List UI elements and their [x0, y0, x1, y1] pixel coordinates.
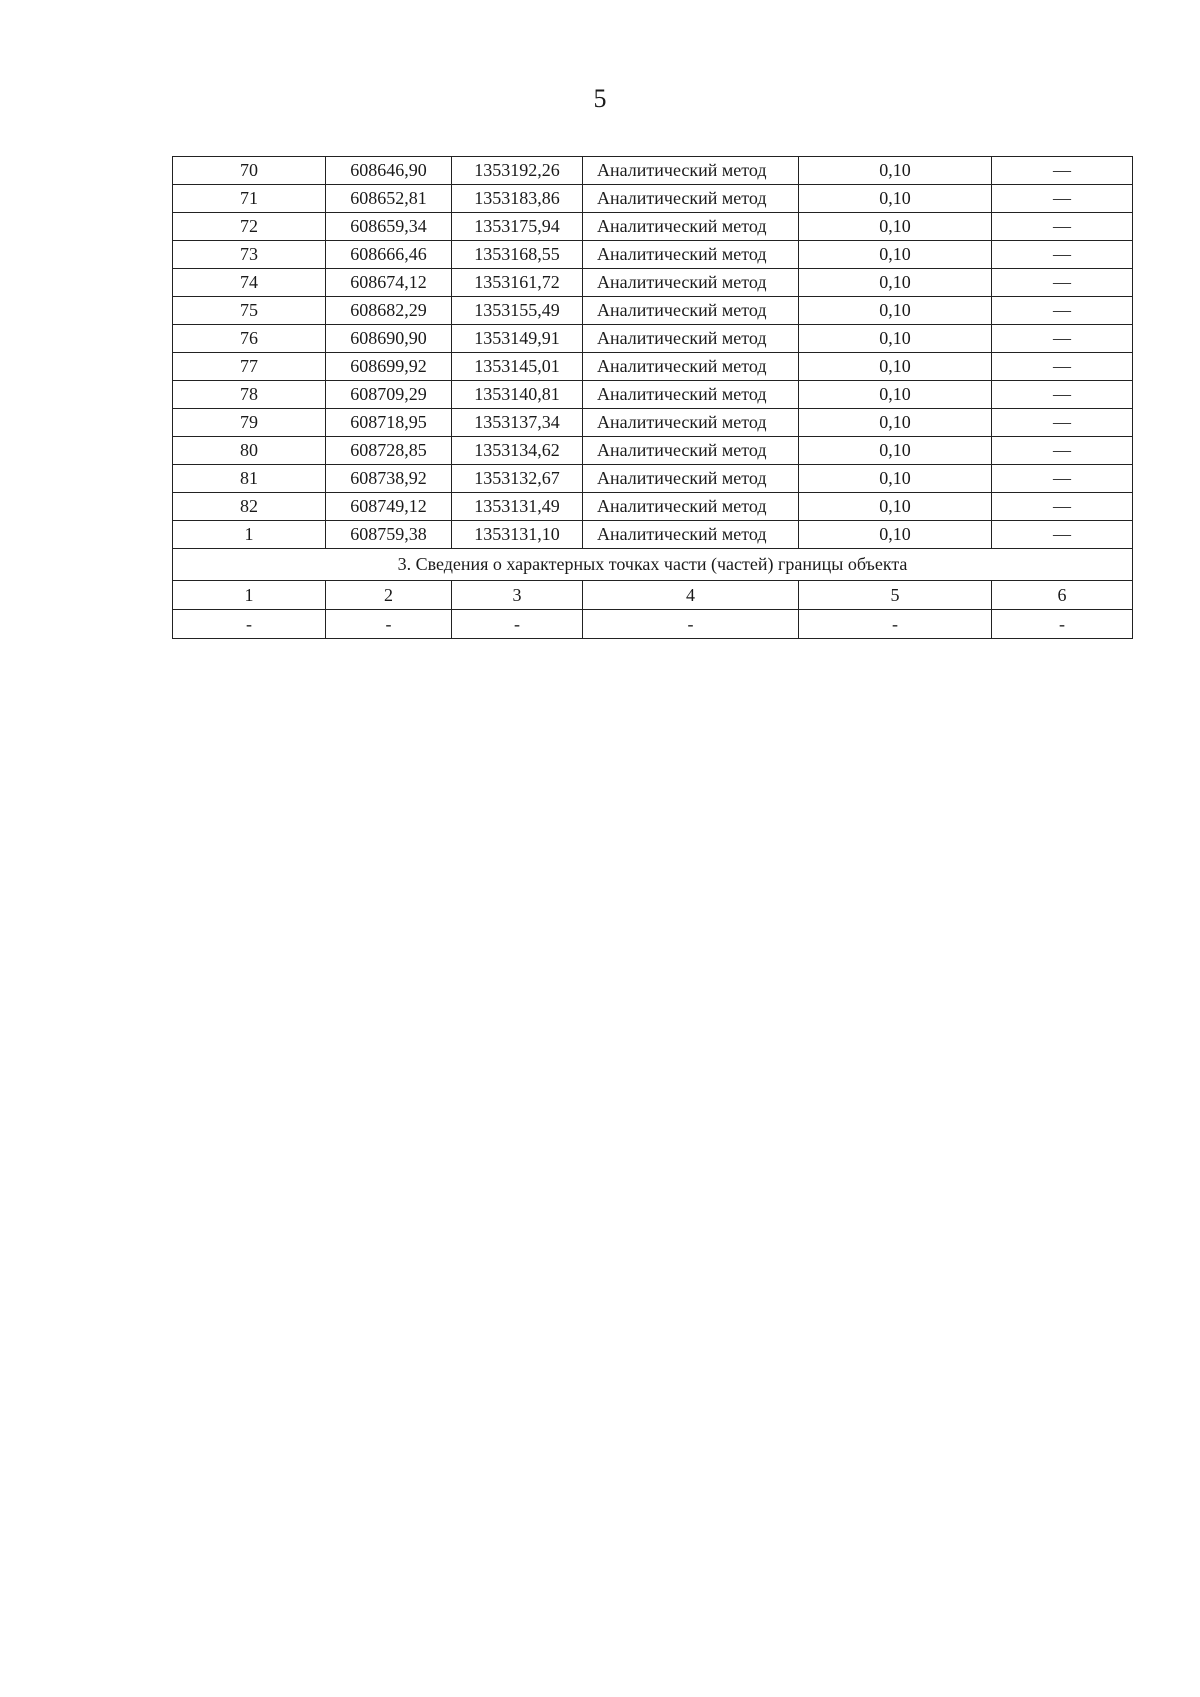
empty-cell: - — [326, 610, 452, 639]
method-cell: Аналитический метод — [583, 241, 799, 269]
accuracy-cell: 0,10 — [799, 241, 992, 269]
y-coordinate-cell: 1353132,67 — [452, 465, 583, 493]
point-number-cell: 78 — [173, 381, 326, 409]
column-number: 3 — [452, 581, 583, 610]
accuracy-cell: 0,10 — [799, 269, 992, 297]
table-row — [173, 241, 1133, 269]
point-number-cell: 71 — [173, 185, 326, 213]
y-coordinate-cell: 1353183,86 — [452, 185, 583, 213]
empty-cell: - — [173, 610, 326, 639]
note-cell: — — [992, 465, 1133, 493]
point-number-cell: 82 — [173, 493, 326, 521]
y-coordinate-cell: 1353137,34 — [452, 409, 583, 437]
y-coordinate-cell: 1353134,62 — [452, 437, 583, 465]
note-cell: — — [992, 297, 1133, 325]
table-row — [173, 353, 1133, 381]
method-cell: Аналитический метод — [583, 521, 799, 549]
accuracy-cell: 0,10 — [799, 157, 992, 185]
accuracy-cell: 0,10 — [799, 409, 992, 437]
point-number-cell: 77 — [173, 353, 326, 381]
y-coordinate-cell: 1353155,49 — [452, 297, 583, 325]
point-number-cell: 80 — [173, 437, 326, 465]
y-coordinate-cell: 1353145,01 — [452, 353, 583, 381]
note-cell: — — [992, 269, 1133, 297]
column-number: 6 — [992, 581, 1133, 610]
column-number: 1 — [173, 581, 326, 610]
accuracy-cell: 0,10 — [799, 185, 992, 213]
point-number-cell: 73 — [173, 241, 326, 269]
note-cell: — — [992, 157, 1133, 185]
note-cell: — — [992, 241, 1133, 269]
point-number-cell: 79 — [173, 409, 326, 437]
page-number: 5 — [593, 84, 607, 113]
method-cell: Аналитический метод — [583, 437, 799, 465]
table-row — [173, 213, 1133, 241]
point-number-cell: 1 — [173, 521, 326, 549]
method-cell: Аналитический метод — [583, 353, 799, 381]
note-cell: — — [992, 437, 1133, 465]
method-cell: Аналитический метод — [583, 269, 799, 297]
section-title-row — [173, 549, 1133, 581]
x-coordinate-cell: 608659,34 — [326, 213, 452, 241]
accuracy-cell: 0,10 — [799, 521, 992, 549]
empty-cell: - — [452, 610, 583, 639]
note-cell: — — [992, 353, 1133, 381]
table-row — [173, 269, 1133, 297]
coordinates-table-body — [173, 157, 1133, 639]
column-number: 2 — [326, 581, 452, 610]
x-coordinate-cell: 608646,90 — [326, 157, 452, 185]
accuracy-cell: 0,10 — [799, 493, 992, 521]
accuracy-cell: 0,10 — [799, 437, 992, 465]
x-coordinate-cell: 608690,90 — [326, 325, 452, 353]
x-coordinate-cell: 608738,92 — [326, 465, 452, 493]
accuracy-cell: 0,10 — [799, 325, 992, 353]
table-row — [173, 297, 1133, 325]
note-cell: — — [992, 493, 1133, 521]
note-cell: — — [992, 325, 1133, 353]
x-coordinate-cell: 608728,85 — [326, 437, 452, 465]
y-coordinate-cell: 1353175,94 — [452, 213, 583, 241]
method-cell: Аналитический метод — [583, 325, 799, 353]
table-row — [173, 493, 1133, 521]
method-cell: Аналитический метод — [583, 297, 799, 325]
y-coordinate-cell: 1353168,55 — [452, 241, 583, 269]
table-row — [173, 185, 1133, 213]
x-coordinate-cell: 608718,95 — [326, 409, 452, 437]
x-coordinate-cell: 608674,12 — [326, 269, 452, 297]
y-coordinate-cell: 1353149,91 — [452, 325, 583, 353]
x-coordinate-cell: 608759,38 — [326, 521, 452, 549]
method-cell: Аналитический метод — [583, 465, 799, 493]
y-coordinate-cell: 1353131,10 — [452, 521, 583, 549]
y-coordinate-cell: 1353140,81 — [452, 381, 583, 409]
empty-cell: - — [992, 610, 1133, 639]
x-coordinate-cell: 608652,81 — [326, 185, 452, 213]
method-cell: Аналитический метод — [583, 409, 799, 437]
accuracy-cell: 0,10 — [799, 297, 992, 325]
empty-cell: - — [583, 610, 799, 639]
method-cell: Аналитический метод — [583, 381, 799, 409]
note-cell: — — [992, 185, 1133, 213]
note-cell: — — [992, 521, 1133, 549]
point-number-cell: 81 — [173, 465, 326, 493]
x-coordinate-cell: 608749,12 — [326, 493, 452, 521]
point-number-cell: 74 — [173, 269, 326, 297]
table-row — [173, 325, 1133, 353]
section-title: 3. Сведения о характерных точках части (частей) границы объекта — [173, 549, 1133, 581]
y-coordinate-cell: 1353161,72 — [452, 269, 583, 297]
method-cell: Аналитический метод — [583, 213, 799, 241]
accuracy-cell: 0,10 — [799, 465, 992, 493]
x-coordinate-cell: 608699,92 — [326, 353, 452, 381]
accuracy-cell: 0,10 — [799, 381, 992, 409]
y-coordinate-cell: 1353131,49 — [452, 493, 583, 521]
table-row — [173, 521, 1133, 549]
table-row — [173, 437, 1133, 465]
x-coordinate-cell: 608682,29 — [326, 297, 452, 325]
point-number-cell: 70 — [173, 157, 326, 185]
empty-cell: - — [799, 610, 992, 639]
note-cell: — — [992, 213, 1133, 241]
column-number: 4 — [583, 581, 799, 610]
coordinates-table — [172, 156, 1133, 639]
point-number-cell: 76 — [173, 325, 326, 353]
method-cell: Аналитический метод — [583, 493, 799, 521]
empty-data-row — [173, 610, 1133, 639]
note-cell: — — [992, 409, 1133, 437]
y-coordinate-cell: 1353192,26 — [452, 157, 583, 185]
column-number-row — [173, 581, 1133, 610]
table-row — [173, 465, 1133, 493]
point-number-cell: 75 — [173, 297, 326, 325]
table-row — [173, 409, 1133, 437]
note-cell: — — [992, 381, 1133, 409]
column-number: 5 — [799, 581, 992, 610]
x-coordinate-cell: 608666,46 — [326, 241, 452, 269]
method-cell: Аналитический метод — [583, 157, 799, 185]
accuracy-cell: 0,10 — [799, 353, 992, 381]
accuracy-cell: 0,10 — [799, 213, 992, 241]
table-row — [173, 381, 1133, 409]
table-row — [173, 157, 1133, 185]
point-number-cell: 72 — [173, 213, 326, 241]
x-coordinate-cell: 608709,29 — [326, 381, 452, 409]
method-cell: Аналитический метод — [583, 185, 799, 213]
